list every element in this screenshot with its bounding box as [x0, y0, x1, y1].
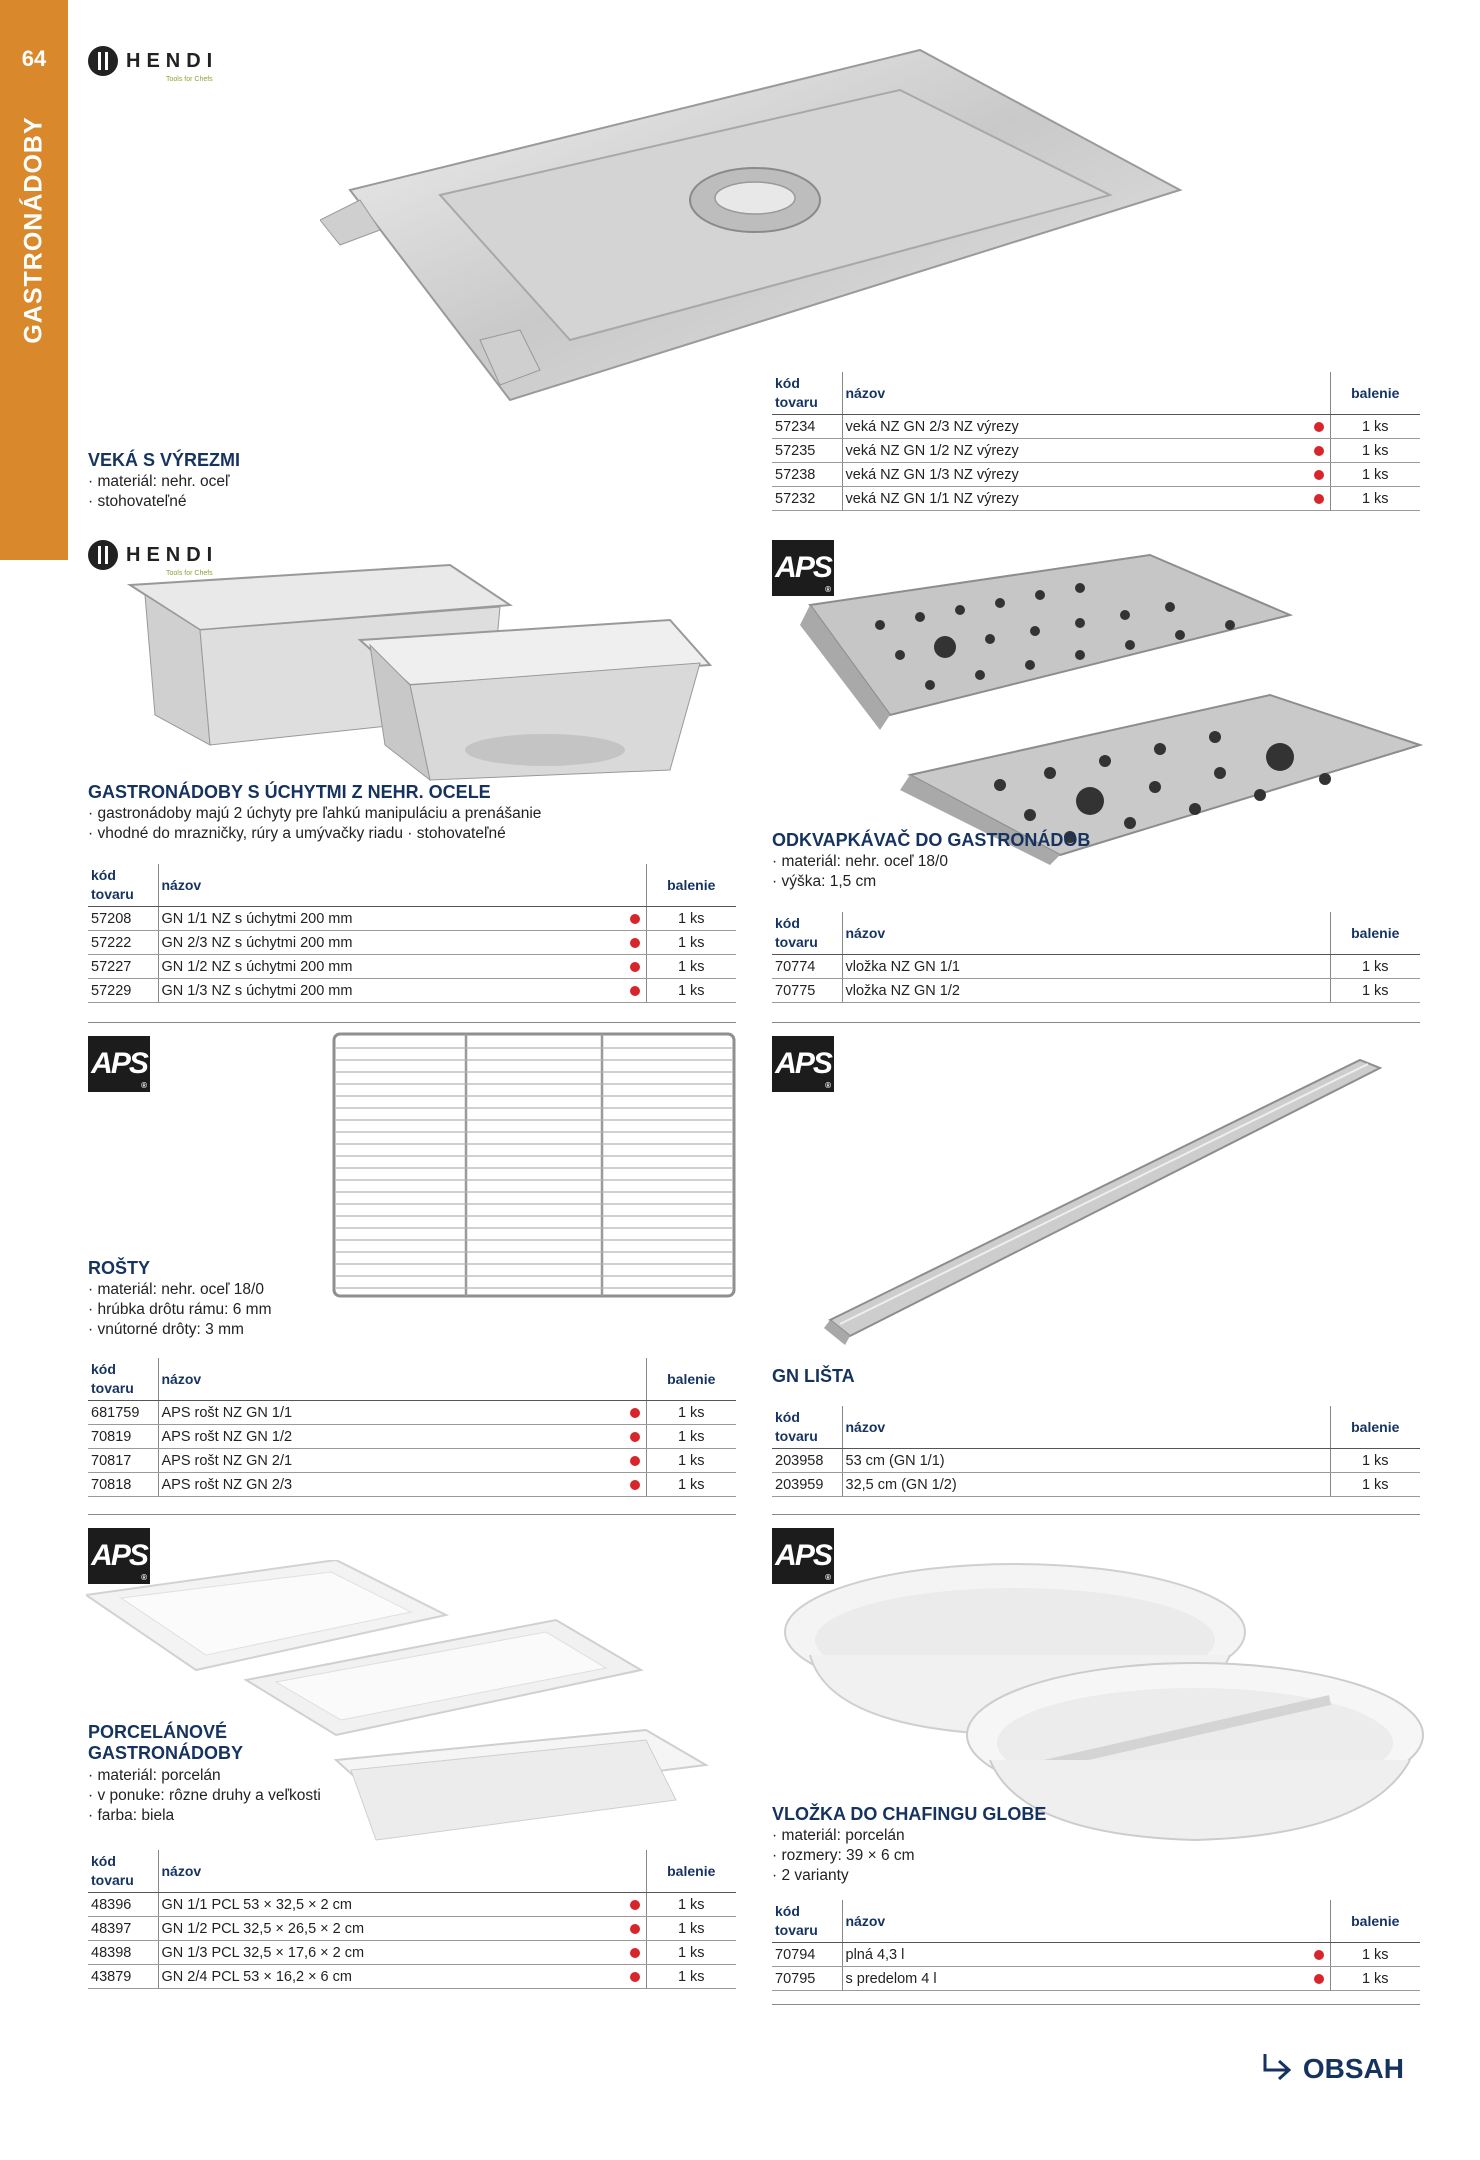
product-table	[88, 1850, 736, 1989]
divider	[772, 2004, 1420, 2005]
page-number: 64	[21, 46, 47, 71]
header-pack: balenie	[646, 1358, 736, 1401]
availability-dot-icon	[1314, 494, 1324, 504]
table-row: 681759 APS rošt NZ GN 1/1 1 ks	[88, 1401, 736, 1425]
table-row: 48397 GN 1/2 PCL 32,5 × 26,5 × 2 cm 1 ks	[88, 1917, 736, 1941]
table-row: 70794 plná 4,3 l 1 ks	[772, 1943, 1420, 1967]
availability-dot-icon	[630, 1948, 640, 1958]
availability-dot-icon	[1314, 470, 1324, 480]
header-pack: balenie	[1330, 372, 1420, 415]
header-code: kód tovaru	[772, 1900, 842, 1943]
table-row: 57238 veká NZ GN 1/3 NZ výrezy 1 ks	[772, 463, 1420, 487]
grid-rack-image	[330, 1030, 738, 1300]
lid-image	[320, 40, 1200, 420]
availability-dot-icon	[630, 1900, 640, 1910]
availability-dot-icon	[1314, 422, 1324, 432]
aps-logo: APS ®	[88, 1036, 150, 1092]
availability-dot-icon	[630, 1972, 640, 1982]
table-row: 57235 veká NZ GN 1/2 NZ výrezy 1 ks	[772, 439, 1420, 463]
table-row: 43879 GN 2/4 PCL 53 × 16,2 × 6 cm 1 ks	[88, 1965, 736, 1989]
hendi-logo-icon	[88, 46, 118, 76]
divider	[88, 1022, 736, 1023]
divider	[88, 1514, 736, 1515]
return-arrow-icon	[1261, 2052, 1295, 2086]
table-row: 57227 GN 1/2 NZ s úchytmi 200 mm 1 ks	[88, 955, 736, 979]
header-code: kód tovaru	[772, 1406, 842, 1449]
availability-dot-icon	[630, 1456, 640, 1466]
table-row: 70819 APS rošt NZ GN 1/2 1 ks	[88, 1425, 736, 1449]
availability-dot-icon	[630, 962, 640, 972]
availability-dot-icon	[1314, 446, 1324, 456]
product-title: ROŠTY	[88, 1258, 151, 1278]
header-pack: balenie	[1330, 1900, 1420, 1943]
table-row: 70774 vložka NZ GN 1/1 1 ks	[772, 955, 1420, 979]
availability-dot-icon	[630, 986, 640, 996]
header-name: názov	[842, 372, 1330, 415]
product-table	[772, 912, 1420, 1003]
product-table	[772, 1900, 1420, 1991]
hendi-logo: HENDI Tools for Chefs	[88, 46, 218, 76]
header-name: názov	[842, 1406, 1330, 1449]
product-title: GASTRONÁDOBY S ÚCHYTMI Z NEHR. OCELE	[88, 782, 491, 802]
product-features: · materiál: nehr. oceľ 18/0 · hrúbka drôtu rámu: 6 mm · vnútorné drôty: 3 mm	[88, 1280, 271, 1340]
availability-dot-icon	[1314, 1950, 1324, 1960]
availability-dot-icon	[630, 1432, 640, 1442]
table-row: 70795 s predelom 4 l 1 ks	[772, 1967, 1420, 1991]
contents-link[interactable]: OBSAH	[1261, 2052, 1404, 2086]
header-code: kód tovaru	[88, 1358, 158, 1401]
product-features: · materiál: porcelán · v ponuke: rôzne druhy a veľkosti · farba: biela	[88, 1766, 321, 1826]
table-row: 70817 APS rošt NZ GN 2/1 1 ks	[88, 1449, 736, 1473]
product-table	[88, 1358, 736, 1497]
aps-logo: APS ®	[772, 1528, 834, 1584]
header-pack: balenie	[646, 864, 736, 907]
availability-dot-icon	[630, 938, 640, 948]
divider	[772, 1022, 1420, 1023]
availability-dot-icon	[630, 1480, 640, 1490]
table-row: 57229 GN 1/3 NZ s úchytmi 200 mm 1 ks	[88, 979, 736, 1003]
product-features: · materiál: porcelán · rozmery: 39 × 6 cm · 2 varianty	[772, 1826, 915, 1886]
aps-logo: APS ®	[772, 540, 834, 596]
header-name: názov	[158, 1850, 646, 1893]
table-row: 70775 vložka NZ GN 1/2 1 ks	[772, 979, 1420, 1003]
header-name: názov	[842, 912, 1330, 955]
availability-dot-icon	[1314, 1974, 1324, 1984]
drip-tray-image	[770, 545, 1430, 865]
table-row: 57232 veká NZ GN 1/1 NZ výrezy 1 ks	[772, 487, 1420, 511]
gn-bar-image	[820, 1050, 1390, 1350]
table-row: 57208 GN 1/1 NZ s úchytmi 200 mm 1 ks	[88, 907, 736, 931]
product-title: ODKVAPKÁVAČ DO GASTRONÁDOB	[772, 830, 1091, 850]
aps-logo: APS ®	[772, 1036, 834, 1092]
header-code: kód tovaru	[88, 1850, 158, 1893]
availability-dot-icon	[630, 1924, 640, 1934]
header-code: kód tovaru	[772, 912, 842, 955]
product-features: · gastronádoby majú 2 úchyty pre ľahkú manipuláciu a prenášanie · vhodné do mrazničky, rúry a umývačky riadu · stohovateľné	[88, 804, 541, 844]
product-table	[772, 372, 1420, 511]
table-row: 57234 veká NZ GN 2/3 NZ výrezy 1 ks	[772, 415, 1420, 439]
header-name: názov	[158, 1358, 646, 1401]
table-row: 57222 GN 2/3 NZ s úchytmi 200 mm 1 ks	[88, 931, 736, 955]
header-pack: balenie	[646, 1850, 736, 1893]
table-row: 48398 GN 1/3 PCL 32,5 × 17,6 × 2 cm 1 ks	[88, 1941, 736, 1965]
header-code: kód tovaru	[88, 864, 158, 907]
product-title: VEKÁ S VÝREZMI	[88, 450, 241, 470]
header-name: názov	[158, 864, 646, 907]
header-name: názov	[842, 1900, 1330, 1943]
table-row: 203959 32,5 cm (GN 1/2) 1 ks	[772, 1473, 1420, 1497]
gastro-container-image	[110, 545, 730, 785]
table-row: 70818 APS rošt NZ GN 2/3 1 ks	[88, 1473, 736, 1497]
product-title: VLOŽKA DO CHAFINGU GLOBE	[772, 1804, 1047, 1824]
header-code: kód tovaru	[772, 372, 842, 415]
availability-dot-icon	[630, 1408, 640, 1418]
table-row: 203958 53 cm (GN 1/1) 1 ks	[772, 1449, 1420, 1473]
section-title: GASTRONÁDOBY	[19, 116, 48, 344]
header-pack: balenie	[1330, 1406, 1420, 1449]
availability-dot-icon	[630, 914, 640, 924]
header-pack: balenie	[1330, 912, 1420, 955]
divider	[772, 1514, 1420, 1515]
table-row: 48396 GN 1/1 PCL 53 × 32,5 × 2 cm 1 ks	[88, 1893, 736, 1917]
hendi-logo: HENDI Tools for Chefs	[88, 540, 218, 570]
product-table	[772, 1406, 1420, 1497]
aps-logo: APS ®	[88, 1528, 150, 1584]
product-features: · materiál: nehr. oceľ · stohovateľné	[88, 472, 230, 512]
product-table	[88, 864, 736, 1003]
product-features: · materiál: nehr. oceľ 18/0 · výška: 1,5 cm	[772, 852, 948, 892]
product-title: GN LIŠTA	[772, 1366, 855, 1386]
product-title: PORCELÁNOVÉ GASTRONÁDOBY	[88, 1722, 244, 1763]
